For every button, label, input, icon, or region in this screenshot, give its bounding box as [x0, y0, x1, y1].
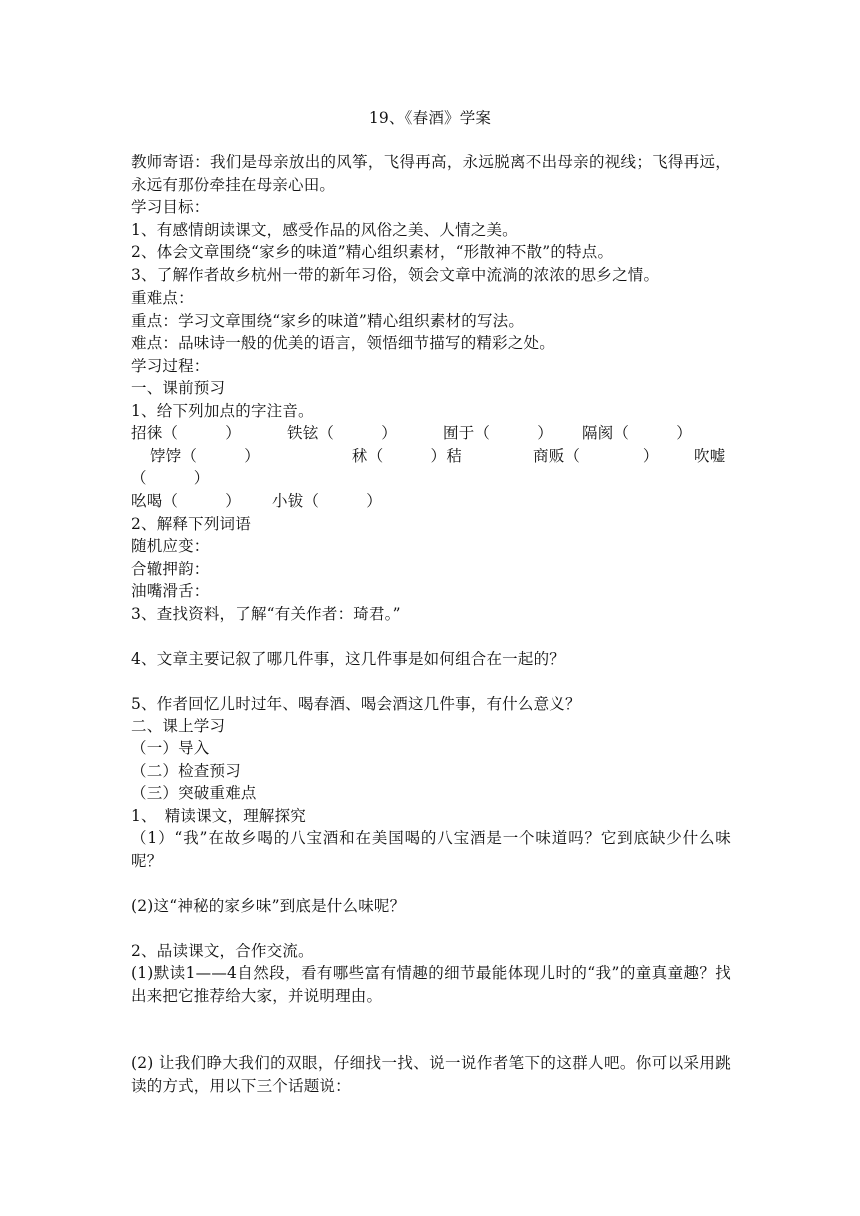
sub-heading: 2、品读课文，合作交流。 [131, 942, 314, 960]
goal-item: 2、体会文章围绕“家乡的味道”精心组织素材，“形散神不散”的特点。 [131, 243, 614, 261]
page-title: 19、《春酒》学案 [368, 109, 492, 127]
word-item: 随机应变： [131, 537, 210, 555]
sub-heading: 1、 精读课文，理解探究 [131, 807, 307, 825]
section-heading: 一、课前预习 [131, 379, 226, 397]
question: 1、给下列加点的字注音。 [131, 402, 314, 420]
key-point: 重点：学习文章围绕“家乡的味道”精心组织素材的写法。 [131, 312, 525, 330]
question: 2、解释下列词语 [131, 515, 251, 533]
goals-heading: 学习目标： [131, 198, 210, 216]
word-item: 油嘴滑舌： [131, 582, 210, 600]
question: 3、查找资料，了解“有关作者：琦君。” [131, 605, 401, 623]
question: 5、作者回忆儿时过年、喝春酒、喝会酒这几件事，有什么意义？ [131, 695, 581, 713]
question: (2) 让我们睁大我们的双眼，仔细找一找、说一说作者笔下的这群人吧。你可以采用跳读的方式，用以下三个话题说： [131, 1054, 731, 1095]
pinyin-item: 饽饽（ ） [150, 447, 260, 465]
pinyin-item: （ ） [131, 469, 210, 487]
question: 4、文章主要记叙了哪几件事，这几件事是如何组合在一起的？ [131, 650, 565, 668]
goal-item: 3、了解作者故乡杭州一带的新年习俗，领会文章中流淌的浓浓的思乡之情。 [131, 266, 660, 284]
step-item: （三）突破重难点 [131, 784, 257, 802]
section-heading: 二、课上学习 [131, 717, 226, 735]
pinyin-item: 商贩（ ） [533, 447, 659, 465]
question: (2)这“神秘的家乡味”到底是什么味呢？ [131, 897, 406, 915]
question: (1)默读1——4自然段，看有哪些富有情趣的细节最能体现儿时的“我”的童真童趣？找出来把它推荐给大家，并说明理由。 [131, 964, 731, 1005]
pinyin-item: 隔阂（ ） [582, 424, 692, 442]
pinyin-item: 吹嘘 [694, 447, 726, 465]
focus-heading: 重难点： [131, 289, 194, 307]
goal-item: 1、有感情朗读课文，感受作品的风俗之美、人情之美。 [131, 221, 518, 239]
step-item: （一）导入 [131, 739, 210, 757]
word-item: 合辙押韵： [131, 560, 210, 578]
pinyin-item: 招徕（ ） [131, 424, 241, 442]
step-item: （二）检查预习 [131, 762, 241, 780]
pinyin-item: 小钹（ ） [272, 492, 382, 510]
difficulty-point: 难点：品味诗一般的优美的语言，领悟细节描写的精彩之处。 [131, 334, 555, 352]
question: （1）“我”在故乡喝的八宝酒和在美国喝的八宝酒是一个味道吗？它到底缺少什么味呢？ [131, 829, 731, 870]
process-heading: 学习过程： [131, 357, 210, 375]
teacher-motto: 教师寄语：我们是母亲放出的风筝，飞得再高，永远脱离不出母亲的视线；飞得再远，永远有那份牵挂在母亲心田。 [131, 153, 731, 194]
pinyin-item: 吆喝（ ） [131, 492, 241, 510]
pinyin-item: 囿于（ ） [443, 424, 553, 442]
pinyin-item: 铁铉（ ） [287, 424, 397, 442]
pinyin-item: 秫（ ）秸 [352, 447, 462, 465]
